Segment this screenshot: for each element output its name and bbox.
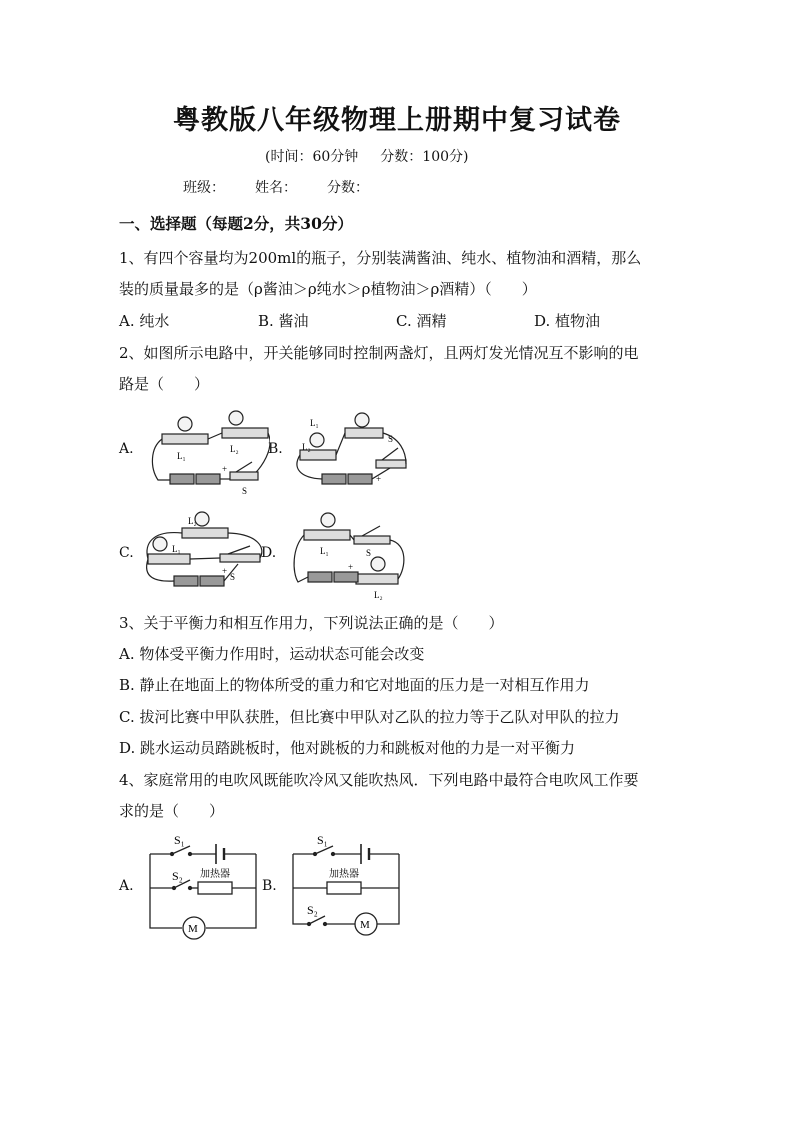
q1-option-a: A. 纯水: [119, 312, 170, 330]
switch-label-s: S: [230, 572, 236, 582]
lamp-label-l1: L₁: [177, 451, 186, 461]
exam-time: (时间：60分钟: [265, 149, 359, 165]
q2-label-b: B.: [268, 441, 283, 457]
switch-label-s: S: [242, 486, 248, 496]
q3-option-b: B. 静止在地面上的物体所受的重力和它对地面的压力是一对相互作用力: [119, 676, 590, 694]
q4-label-b: B.: [262, 878, 277, 894]
q3-line1: 3、关于平衡力和相互作用力，下列说法正确的是（ ）: [119, 614, 504, 632]
lamp-label-l2: L₂: [188, 516, 197, 526]
q2-line2: 路是（ ）: [119, 375, 210, 393]
hairdryer-circuit-b: [285, 828, 410, 943]
lamp-label-l2: L₂: [374, 590, 383, 600]
q1-option-c: C. 酒精: [396, 312, 447, 330]
switch-label-s1: S₁: [174, 833, 185, 847]
plus-sign: +: [376, 474, 382, 484]
q1-option-d: D. 植物油: [534, 312, 601, 330]
lamp-label-l1: L₁: [172, 544, 181, 554]
switch-label-s1: S₁: [317, 833, 328, 847]
plus-sign: +: [222, 566, 228, 576]
q3-option-c: C. 拔河比赛中甲队获胜，但比赛中甲队对乙队的拉力等于乙队对甲队的拉力: [119, 708, 620, 726]
score-field: 分数：: [327, 180, 369, 196]
q4-line1: 4、家庭常用的电吹风既能吹冷风又能吹热风．下列电路中最符合电吹风工作要: [119, 771, 639, 789]
exam-score: 分数：100分): [380, 149, 469, 165]
q4-line2: 求的是（ ）: [119, 802, 225, 820]
lamp-label-l1: L₁: [310, 418, 319, 428]
switch-label-s: S: [388, 434, 394, 444]
circuit-diagram-a: [150, 408, 270, 498]
q2-label-c: C.: [119, 545, 134, 561]
class-field: 班级：: [183, 180, 225, 196]
q1-option-b: B. 酱油: [258, 312, 309, 330]
switch-label-s2: S₂: [307, 903, 318, 917]
q2-line1: 2、如图所示电路中，开关能够同时控制两盏灯，且两灯发光情况互不影响的电: [119, 344, 639, 362]
heater-label: 加热器: [329, 869, 359, 880]
switch-label-s: S: [366, 548, 372, 558]
student-fields: [183, 177, 369, 197]
q3-option-a: A. 物体受平衡力作用时，运动状态可能会改变: [119, 645, 425, 663]
hairdryer-circuit-a: [140, 828, 265, 943]
circuit-diagram-d: [290, 508, 412, 600]
lamp-label-l1: L₁: [320, 546, 329, 556]
page-title: 粤教版八年级物理上册期中复习试卷: [173, 105, 621, 136]
motor-label: M: [360, 919, 370, 931]
circuit-diagram-b: [290, 408, 410, 498]
section-heading: 一、选择题（每题2分，共30分）: [119, 214, 353, 233]
circuit-diagram-c: [142, 508, 268, 594]
lamp-label-l2: L₂: [302, 442, 311, 452]
plus-sign: +: [222, 464, 228, 474]
q2-label-d: D.: [261, 545, 277, 561]
motor-label: M: [188, 923, 198, 935]
q2-label-a: A.: [119, 441, 134, 457]
q1-line1: 1、有四个容量均为200ml的瓶子，分别装满酱油、纯水、植物油和酒精，那么: [119, 249, 642, 267]
q3-option-d: D. 跳水运动员踏跳板时，他对跳板的力和跳板对他的力是一对平衡力: [119, 739, 576, 757]
switch-label-s2: S₂: [172, 869, 183, 883]
heater-label: 加热器: [200, 869, 230, 880]
plus-sign: +: [348, 562, 354, 572]
q4-label-a: A.: [119, 878, 134, 894]
q1-line2: 装的质量最多的是（ρ酱油＞ρ纯水＞ρ植物油＞ρ酒精）（ ）: [119, 280, 537, 298]
lamp-label-l2: L₂: [230, 444, 239, 454]
name-field: 姓名：: [255, 180, 297, 196]
exam-info: [265, 146, 468, 166]
